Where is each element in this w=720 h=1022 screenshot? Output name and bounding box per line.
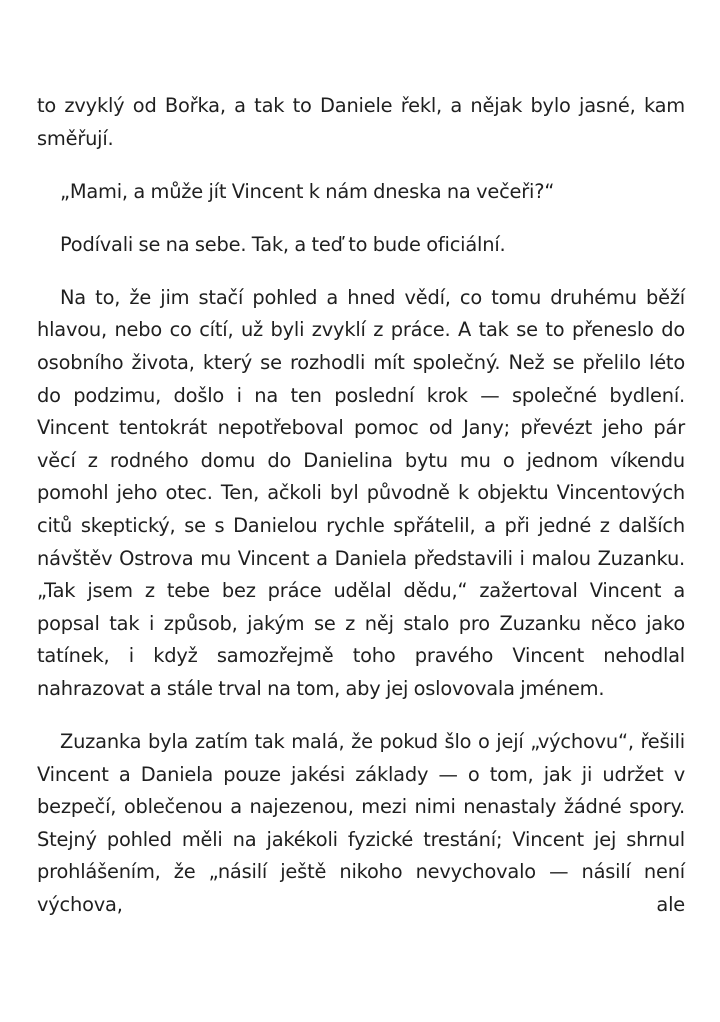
paragraph-5: Zuzanka byla zatím tak malá, že pokud šlo o její „výchovu“, řešili Vincent a Daniela pouze jakési základy — o tom, jak ji udržet v bezpečí, oblečenou a najezenou, mezi nimi nenastaly žádné spory. Stejný pohled měli na jakékoli fyzické trestání; Vincent jej shrnul prohlášením, že „násilí ještě nikoho nevychovalo — násilí není výchova, ale xyxy=(37,730,685,917)
book-page xyxy=(37,90,685,942)
paragraph-4: Na to, že jim stačí pohled a hned vědí, co tomu druhému běží hlavou, nebo co cítí, už byli zvyklí z práce. A tak se to přeneslo do osobního života, který se rozhodli mít společný. Než se přelilo léto do podzimu, došlo i na ten poslední krok — společné bydlení. Vincent tentokrát nepotřeboval pomoc od Jany; převézt jeho pár věcí z rodného domu do Danielina bytu mu o jednom víkendu pomohl jeho otec. Ten, ačkoli byl původně k objektu Vincentových citů skeptický, se s Danielou rychle spřátelil, a při jedné z dalších návštěv Ostrova mu Vincent a Daniela představili i malou Zuzanku. „Tak jsem z tebe bez práce udělal dědu,“ zažertoval Vincent a popsal tak i způsob, jakým se z něj stalo pro Zuzanku něco jako tatínek, i když samozřejmě toho pravého Vincent nehodlal nahrazovat a stále trval na tom, aby jej oslovovala jménem. xyxy=(37,285,685,700)
paragraph-3: Podívali se na sebe. Tak, a teď to bude oficiální. xyxy=(60,232,506,256)
paragraph-2: „Mami, a může jít Vincent k nám dneska na večeři?“ xyxy=(60,179,555,203)
paragraph-1: to zvyklý od Bořka, a tak to Daniele řekl, a nějak bylo jasné, kam směřují. xyxy=(37,94,685,150)
